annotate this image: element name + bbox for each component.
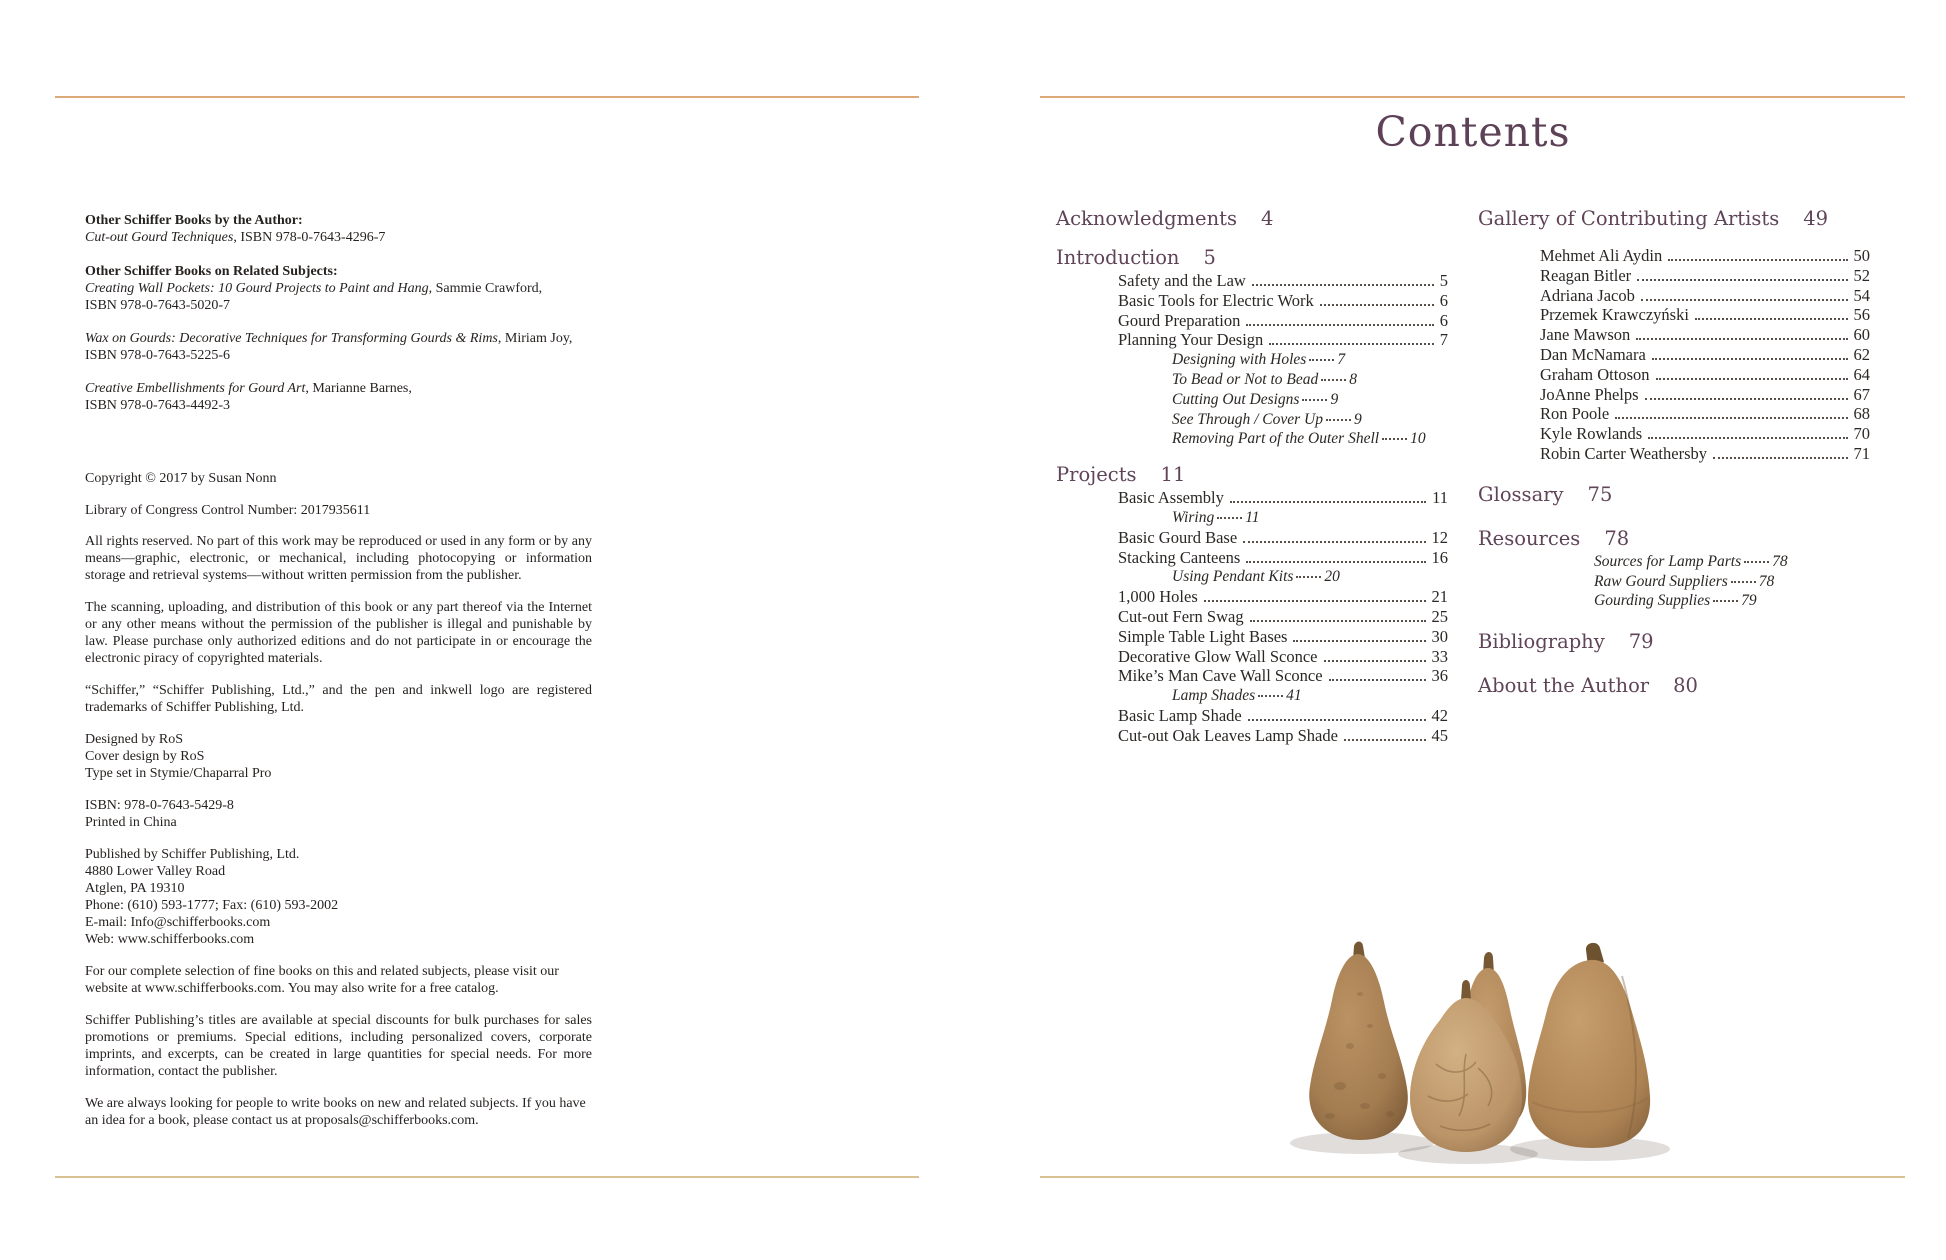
- toc-section-page-number: 4: [1260, 207, 1274, 230]
- toc-entry: [1478, 325, 1870, 345]
- toc-subentry-label: Sources for Lamp Parts: [1594, 552, 1742, 570]
- toc-entry-page-number: 54: [1853, 285, 1870, 305]
- toc-section-heading: [1478, 482, 1870, 508]
- dot-leader: [1382, 438, 1407, 440]
- copyright-page-text: [85, 212, 592, 1129]
- toc-entry-label: Mike’s Man Cave Wall Sconce: [1118, 666, 1323, 686]
- toc-entry: [1478, 305, 1870, 325]
- dot-leader: [1309, 359, 1334, 361]
- toc-column-right: [1478, 206, 1870, 699]
- toc-subentry: [1056, 410, 1448, 430]
- text-segment: Wax on Gourds: Decorative Techniques for Transforming Gourds & Rims: [85, 331, 498, 346]
- dot-leader: [1744, 561, 1769, 563]
- toc-entry-page-number: 30: [1431, 626, 1448, 646]
- toc-entry-label: Robin Carter Weathersby: [1540, 443, 1707, 463]
- toc-subentry-label: To Bead or Not to Bead: [1172, 370, 1319, 388]
- toc-entry-page-number: 45: [1431, 725, 1448, 745]
- toc-subentry-label: Lamp Shades: [1172, 687, 1256, 705]
- toc-section-label: Projects: [1056, 463, 1137, 487]
- toc-entry-label: Basic Lamp Shade: [1118, 705, 1242, 725]
- gourds-photo: [1270, 936, 1680, 1176]
- toc-entry-label: Jane Mawson: [1540, 325, 1631, 345]
- toc-entry-label: Basic Assembly: [1118, 488, 1224, 508]
- text-segment: ISBN 978-0-7643-5020-7: [85, 298, 231, 313]
- copyright-paragraph: [85, 1095, 592, 1129]
- toc-entry: [1478, 424, 1870, 444]
- toc-section-heading: [1478, 206, 1870, 232]
- toc-entry-page-number: 21: [1431, 587, 1448, 607]
- toc-entry-page-number: 62: [1853, 344, 1870, 364]
- copyright-paragraph: [85, 731, 592, 782]
- toc-entry: [1478, 286, 1870, 306]
- toc-subentry-label: Gourding Supplies: [1594, 592, 1711, 610]
- toc-entry-page-number: 52: [1853, 265, 1870, 285]
- text-segment: E-mail: Info@schifferbooks.com: [85, 915, 271, 930]
- copyright-paragraph: [85, 502, 592, 519]
- toc-section-label: About the Author: [1478, 674, 1650, 698]
- toc-entry-page-number: 56: [1853, 305, 1870, 325]
- text-segment: Published by Schiffer Publishing, Ltd.: [85, 847, 300, 862]
- text-segment: Cut-out Gourd Techniques: [85, 230, 234, 245]
- text-segment: ISBN 978-0-7643-5225-6: [85, 348, 231, 363]
- toc-subentry-label: Raw Gourd Suppliers: [1594, 572, 1728, 590]
- text-segment: Atglen, PA 19310: [85, 881, 185, 896]
- toc-subentry: [1056, 508, 1448, 528]
- toc-entry-label: Decorative Glow Wall Sconce: [1118, 646, 1318, 666]
- toc-subentry-page-number: 78: [1772, 552, 1788, 570]
- toc-subentry: [1478, 552, 1870, 572]
- toc-section-page-number: 80: [1673, 674, 1698, 698]
- dot-leader: [1652, 358, 1848, 360]
- toc-subentry: [1056, 350, 1448, 370]
- toc-entry-page-number: 16: [1431, 547, 1448, 567]
- text-segment: ISBN: 978-0-7643-5429-8: [85, 798, 234, 813]
- text-segment: Schiffer Publishing’s titles are available at special discounts for bulk purchases for sales promotions or premiums. Special editions, including personalized covers, corporate imprints, and excerpts, can be created in large quantities for special needs. For more information, contact the publisher.: [85, 1013, 592, 1079]
- dot-leader: [1296, 576, 1321, 578]
- toc-entry-page-number: 64: [1853, 364, 1870, 384]
- toc-subentry-page-number: 11: [1245, 508, 1260, 526]
- toc-column-left: [1056, 206, 1448, 746]
- dot-leader: [1248, 719, 1426, 721]
- dot-leader: [1668, 259, 1847, 261]
- toc-entry-page-number: 25: [1431, 606, 1448, 626]
- copyright-paragraph: [85, 470, 592, 487]
- dot-leader: [1217, 517, 1242, 519]
- toc-entry-label: Mehmet Ali Aydin: [1540, 246, 1663, 265]
- dot-leader: [1615, 417, 1847, 419]
- text-segment: We are always looking for people to write books on new and related subjects. If you have an idea for a book, please contact us at proposals@schifferbooks.com.: [85, 1096, 586, 1128]
- page-title: Contents: [1375, 108, 1571, 156]
- toc-entry-page-number: 42: [1431, 705, 1448, 725]
- dot-leader: [1731, 581, 1756, 583]
- toc-subentry: [1056, 390, 1448, 410]
- toc-entry: [1478, 365, 1870, 385]
- toc-section-label: Introduction: [1056, 246, 1180, 269]
- toc-entry: [1056, 726, 1448, 746]
- toc-section-label: Acknowledgments: [1056, 207, 1237, 230]
- dot-leader: [1636, 338, 1847, 340]
- text-segment: Creating Wall Pockets: 10 Gourd Projects to Paint and Hang: [85, 281, 429, 296]
- dot-leader: [1713, 457, 1848, 459]
- dot-leader: [1641, 299, 1848, 301]
- dot-leader: [1656, 378, 1848, 380]
- toc-entry: [1056, 488, 1448, 508]
- toc-subentry: [1056, 429, 1448, 449]
- dot-leader: [1648, 437, 1847, 439]
- toc-entry: [1056, 291, 1448, 311]
- toc-section-page-number: 5: [1203, 246, 1216, 269]
- toc-section-page-number: 49: [1803, 207, 1829, 230]
- dot-leader: [1324, 660, 1426, 662]
- text-segment: , ISBN 978-0-7643-4296-7: [233, 230, 386, 245]
- toc-entry: [1478, 385, 1870, 405]
- toc-entry-label: Kyle Rowlands: [1540, 424, 1643, 444]
- toc-section-page-number: 75: [1587, 482, 1613, 506]
- copyright-paragraph: [85, 1012, 592, 1080]
- toc-entry: [1478, 444, 1870, 464]
- dot-leader: [1246, 561, 1425, 563]
- text-segment: Copyright © 2017 by Susan Nonn: [85, 471, 277, 486]
- toc-entry: [1056, 706, 1448, 726]
- copyright-paragraph: [85, 263, 592, 314]
- copyright-paragraph: [85, 212, 592, 246]
- toc-entry-label: Basic Gourd Base: [1118, 527, 1238, 547]
- toc-entry: [1478, 246, 1870, 266]
- dot-leader: [1302, 399, 1327, 401]
- text-segment: Cover design by RoS: [85, 749, 205, 764]
- text-segment: Other Schiffer Books on Related Subjects:: [85, 264, 338, 279]
- toc-subentry-page-number: 41: [1286, 687, 1302, 705]
- dot-leader: [1293, 640, 1425, 642]
- toc-section-heading: [1056, 206, 1448, 232]
- text-segment: 4880 Lower Valley Road: [85, 864, 226, 879]
- toc-entry: [1056, 528, 1448, 548]
- bottom-rule-right-page: [1040, 1176, 1905, 1178]
- toc-entry: [1478, 345, 1870, 365]
- toc-entry-label: Przemek Krawczyński: [1540, 305, 1689, 325]
- toc-entry-label: Basic Tools for Electric Work: [1118, 290, 1314, 310]
- toc-entry: [1056, 330, 1448, 350]
- toc-entry-page-number: 68: [1853, 404, 1870, 424]
- toc-section-label: Gallery of Contributing Artists: [1478, 207, 1780, 230]
- toc-entry-label: Gourd Preparation: [1118, 310, 1241, 330]
- toc-entry-label: Safety and the Law: [1118, 271, 1246, 290]
- toc-entry-page-number: 7: [1439, 330, 1448, 350]
- toc-subentry: [1478, 572, 1870, 592]
- toc-subentry-label: Designing with Holes: [1172, 351, 1307, 369]
- toc-section-heading: [1056, 245, 1448, 271]
- toc-entry: [1056, 666, 1448, 686]
- toc-subentry-page-number: 9: [1330, 390, 1339, 408]
- toc-subentry-page-number: 8: [1349, 370, 1358, 388]
- dot-leader: [1230, 501, 1426, 503]
- toc-entry-page-number: 70: [1853, 424, 1870, 444]
- toc-entry-page-number: 50: [1853, 246, 1870, 265]
- toc-entry-page-number: 36: [1431, 666, 1448, 686]
- toc-entry-label: Ron Poole: [1540, 404, 1610, 424]
- text-segment: The scanning, uploading, and distribution of this book or any part thereof via the Internet or any other means without the permission of the publisher is illegal and punishable by law. Please purchase only authorized editions and do not participate in or encourage the electronic piracy of copyrighted materials.: [85, 600, 592, 666]
- toc-entry: [1056, 311, 1448, 331]
- toc-section-heading: [1478, 629, 1870, 655]
- dot-leader: [1321, 379, 1346, 381]
- dot-leader: [1645, 398, 1848, 400]
- toc-subentry-page-number: 10: [1410, 430, 1426, 448]
- text-segment: For our complete selection of fine books on this and related subjects, please visit our website at www.schifferbooks.com. You may also write for a free catalog.: [85, 964, 559, 996]
- toc-entry-label: Simple Table Light Bases: [1118, 626, 1288, 646]
- copyright-paragraph: [85, 533, 592, 584]
- toc-entry-label: JoAnne Phelps: [1540, 384, 1639, 404]
- toc-entry-label: Cut-out Fern Swag: [1118, 606, 1244, 626]
- dot-leader: [1204, 600, 1426, 602]
- dot-leader: [1269, 343, 1433, 345]
- top-rule-right-page: [1040, 96, 1905, 98]
- toc-section-heading: [1056, 462, 1448, 488]
- text-segment: , Sammie Crawford,: [428, 281, 543, 296]
- toc-entry-page-number: 12: [1431, 527, 1448, 547]
- toc-subentry-page-number: 7: [1337, 351, 1346, 369]
- toc-entry: [1056, 271, 1448, 291]
- toc-section-label: Resources: [1478, 526, 1581, 550]
- dot-leader: [1329, 679, 1426, 681]
- dot-leader: [1250, 620, 1426, 622]
- toc-section-heading: [1478, 526, 1870, 552]
- toc-subentry-page-number: 20: [1324, 568, 1340, 586]
- toc-subentry: [1056, 686, 1448, 706]
- toc-subentry-label: Wiring: [1172, 508, 1215, 526]
- text-segment: , Miriam Joy,: [497, 331, 573, 346]
- toc-subentry-label: Cutting Out Designs: [1172, 390, 1300, 408]
- toc-entry-label: Cut-out Oak Leaves Lamp Shade: [1118, 725, 1338, 745]
- toc-subentry: [1478, 591, 1870, 611]
- toc-subentry: [1056, 370, 1448, 390]
- toc-subentry: [1056, 567, 1448, 587]
- text-segment: , Marianne Barnes,: [305, 381, 412, 396]
- text-segment: Printed in China: [85, 815, 177, 830]
- copyright-paragraph: [85, 599, 592, 667]
- copyright-paragraph: [85, 380, 592, 414]
- dot-leader: [1243, 541, 1425, 543]
- toc-entry-page-number: 6: [1439, 290, 1448, 310]
- toc-entry-page-number: 71: [1853, 443, 1870, 463]
- toc-entry-label: Planning Your Design: [1118, 330, 1264, 350]
- toc-entry-page-number: 5: [1439, 271, 1448, 290]
- toc-entry: [1056, 607, 1448, 627]
- copyright-paragraph: [85, 330, 592, 364]
- toc-entry: [1478, 404, 1870, 424]
- dot-leader: [1637, 279, 1847, 281]
- toc-entry-page-number: 11: [1432, 488, 1448, 508]
- toc-entry-label: Graham Ottoson: [1540, 364, 1650, 384]
- dot-leader: [1344, 739, 1426, 741]
- copyright-paragraph: [85, 963, 592, 997]
- dot-leader: [1695, 318, 1848, 320]
- toc-entry-page-number: 60: [1853, 325, 1870, 345]
- text-segment: Phone: (610) 593-1777; Fax: (610) 593-2002: [85, 898, 339, 913]
- toc-entry: [1056, 548, 1448, 568]
- toc-subentry-page-number: 9: [1353, 410, 1362, 428]
- toc-section-page-number: 78: [1604, 526, 1630, 550]
- dot-leader: [1246, 324, 1433, 326]
- toc-entry-label: Adriana Jacob: [1540, 285, 1635, 305]
- toc-entry-page-number: 6: [1439, 310, 1448, 330]
- dot-leader: [1252, 284, 1434, 286]
- text-segment: Designed by RoS: [85, 732, 183, 747]
- dot-leader: [1326, 419, 1351, 421]
- toc-entry-page-number: 33: [1431, 646, 1448, 666]
- toc-section-page-number: 11: [1160, 463, 1186, 487]
- toc-entry-label: Dan McNamara: [1540, 344, 1646, 364]
- toc-entry: [1056, 627, 1448, 647]
- toc-section-label: Glossary: [1478, 482, 1564, 506]
- toc-subentry-label: Removing Part of the Outer Shell: [1172, 430, 1380, 448]
- text-segment: Other Schiffer Books by the Author:: [85, 213, 303, 228]
- top-rule-left-page: [55, 96, 919, 98]
- bottom-rule-left-page: [55, 1176, 919, 1178]
- toc-entry-label: 1,000 Holes: [1118, 587, 1198, 607]
- text-segment: ISBN 978-0-7643-4492-3: [85, 398, 231, 413]
- text-segment: All rights reserved. No part of this work may be reproduced or used in any form or by any means—graphic, electronic, or mechanical, including photocopying or information storage and retrieval systems—without written permission from the publisher.: [85, 534, 592, 583]
- text-segment: Creative Embellishments for Gourd Art: [85, 381, 306, 396]
- dot-leader: [1258, 695, 1283, 697]
- toc-entry: [1478, 266, 1870, 286]
- text-segment: Web: www.schifferbooks.com: [85, 932, 255, 947]
- copyright-paragraph: [85, 846, 592, 948]
- toc-entry: [1056, 647, 1448, 667]
- toc-entry: [1056, 587, 1448, 607]
- toc-entry-label: Reagan Bitler: [1540, 265, 1632, 285]
- text-segment: Type set in Stymie/Chaparral Pro: [85, 766, 272, 781]
- toc-section-page-number: 79: [1628, 630, 1654, 654]
- dot-leader: [1320, 304, 1434, 306]
- toc-subentry-label: See Through / Cover Up: [1172, 410, 1323, 428]
- toc-subentry-label: Using Pendant Kits: [1172, 568, 1294, 586]
- copyright-paragraph: [85, 682, 592, 716]
- copyright-paragraph: [85, 797, 592, 831]
- toc-subentry-page-number: 78: [1758, 572, 1775, 590]
- text-segment: “Schiffer,” “Schiffer Publishing, Ltd.,” and the pen and inkwell logo are registered trademarks of Schiffer Publishing, Ltd.: [85, 683, 592, 715]
- toc-entry-label: Stacking Canteens: [1118, 547, 1241, 567]
- toc-subentry-page-number: 79: [1741, 592, 1757, 610]
- dot-leader: [1713, 600, 1738, 602]
- toc-section-heading: [1478, 673, 1870, 699]
- text-segment: Library of Congress Control Number: 2017935611: [85, 503, 371, 518]
- toc-entry-page-number: 67: [1853, 384, 1870, 404]
- toc-section-label: Bibliography: [1478, 630, 1605, 654]
